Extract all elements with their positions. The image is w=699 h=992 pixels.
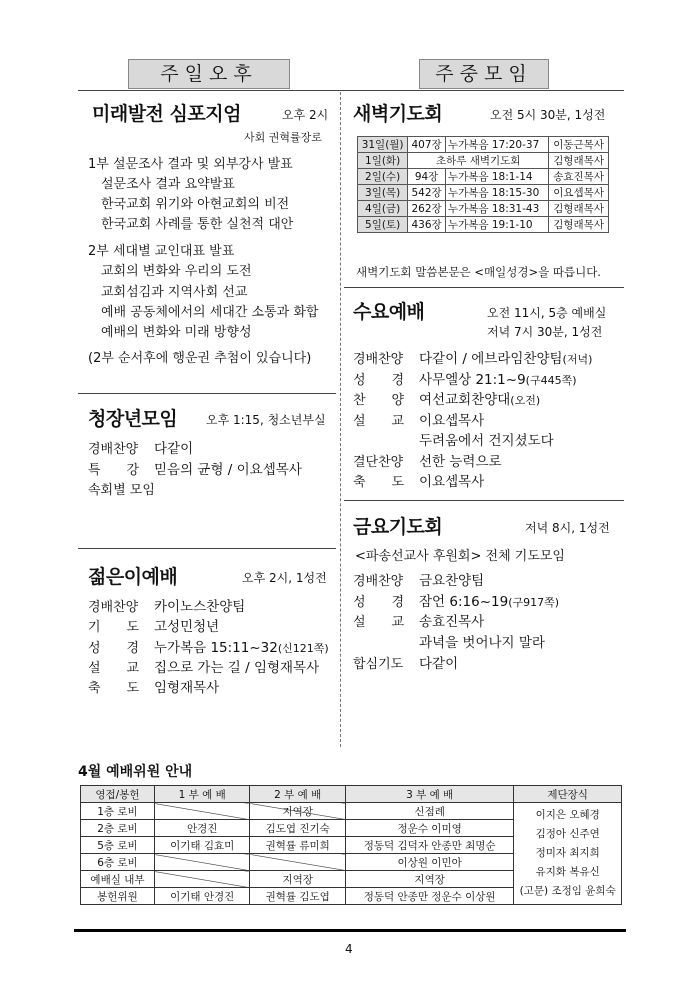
- service-third: 정동덕 안종만 정운수 이상원: [345, 888, 513, 905]
- dawn-day: 31일(월): [358, 137, 408, 153]
- young-row: [88, 615, 219, 635]
- wed-row-note: (구445쪽): [525, 374, 577, 387]
- fri-subtitle: <파송선교사 후원회> 전체 기도모임: [355, 549, 565, 564]
- dawn-row: [358, 217, 609, 233]
- wed-row-label: 설 교: [353, 414, 405, 429]
- header-sunday-afternoon: 주일오후: [128, 59, 290, 89]
- dawn-row: [358, 185, 609, 201]
- page-number: 4: [345, 942, 353, 956]
- youth-title: 청장년모임: [88, 408, 178, 430]
- symposium-time: 오후 2시: [282, 108, 329, 122]
- fri-row: [353, 631, 545, 651]
- service-first: [154, 871, 250, 888]
- young-row: [88, 636, 329, 656]
- young-row-value: 집으로 가는 길 / 임형재목사: [154, 660, 320, 676]
- header-weekday-meetings: 주중모임: [419, 59, 549, 89]
- service-first: [154, 854, 250, 871]
- service-third: 신점례: [345, 803, 513, 820]
- fri-row-value: 금요찬양팀: [419, 573, 485, 589]
- young-title: 젊은이예배: [88, 566, 178, 588]
- dawn-day: 1일(화): [358, 153, 408, 169]
- altar-name: 정미자 최지희: [535, 847, 600, 859]
- fri-row-value: 송효진목사: [419, 614, 485, 630]
- wed-row: [353, 470, 484, 490]
- young-row-label: 성 경: [88, 641, 140, 656]
- service-second: 지역장: [250, 803, 346, 820]
- dawn-hymn: 94장: [408, 169, 446, 185]
- wed-row-value: 여선교회찬양대: [419, 392, 511, 408]
- symposium-line: 예배 공동체에서의 세대간 소통과 화합: [101, 305, 319, 320]
- youth-row-label: 특 강: [88, 463, 140, 478]
- rule-right-2: [344, 500, 624, 501]
- rule-left-2: [78, 548, 336, 549]
- wed-row: [353, 388, 540, 408]
- service-first: 이기태 김효미: [154, 837, 250, 854]
- service-committee-table: [80, 785, 622, 905]
- service-table-header: 영접/봉헌: [81, 786, 155, 803]
- dawn-day: 4일(금): [358, 201, 408, 217]
- dawn-text: 누가복음 18:1-14: [445, 169, 548, 185]
- wed-row-value: 이요셉목사: [419, 474, 485, 490]
- altar-name: 유지화 복유신: [535, 866, 600, 878]
- service-table-header: 3 부 예 배: [345, 786, 513, 803]
- wed-row-label: 결단찬양: [353, 455, 404, 470]
- dawn-text: 누가복음 19:1-10: [445, 217, 548, 233]
- wed-row-value: 선한 능력으로: [419, 454, 502, 470]
- service-place: 1층 로비: [81, 803, 155, 820]
- youth-row: [88, 479, 154, 498]
- altar-name: 김정아 신주연: [535, 828, 600, 840]
- wed-row-value: 이요셉목사: [419, 413, 485, 429]
- symposium-line: 2부 세대별 교인대표 발표: [88, 244, 235, 259]
- dawn-leader: 김형래목사: [549, 217, 609, 233]
- service-third: 정운수 이미영: [345, 820, 513, 837]
- service-place: 5층 로비: [81, 837, 155, 854]
- symposium-line: 한국교회 사례를 통한 실천적 대안: [101, 217, 294, 232]
- dawn-note: 새벽기도회 말씀본문은 <매일성경>을 따릅니다.: [356, 265, 601, 279]
- symposium-line: 설문조사 결과 요약발표: [101, 177, 235, 192]
- service-table-header: 1 부 예 배: [154, 786, 250, 803]
- service-second: 권혁률 김도엽: [250, 888, 346, 905]
- wed-row: [353, 450, 502, 470]
- dawn-text: 초하루 새벽기도회: [408, 153, 549, 169]
- youth-time: 오후 1:15, 청소년부실: [206, 413, 326, 427]
- fri-time: 저녁 8시, 1성전: [525, 521, 610, 535]
- young-row-value: 고성민청년: [154, 619, 220, 635]
- rule-left-1: [78, 393, 336, 394]
- symposium-line: 예배의 변화와 미래 방향성: [101, 325, 252, 340]
- dawn-text: 누가복음 17:20-37: [445, 137, 548, 153]
- service-second: 지역장: [250, 871, 346, 888]
- youth-row-value: 믿음의 균형 / 이요셉목사: [154, 462, 302, 478]
- wed-row-value: 다같이 / 에브라임찬양팀: [419, 351, 563, 367]
- dawn-hymn: 436장: [408, 217, 446, 233]
- service-table-header: 제단장식: [514, 786, 622, 803]
- fri-row-note: (구917쪽): [508, 596, 560, 609]
- wed-time-2: 저녁 7시 30분, 1성전: [487, 325, 603, 339]
- fri-row: [353, 569, 484, 589]
- fri-row: [353, 590, 559, 610]
- service-third: 정동덕 김덕자 안종만 최명순: [345, 837, 513, 854]
- wed-row-value: 사무엘상 21:1~9: [419, 372, 526, 388]
- service-second: 권혁률 류미희: [250, 837, 346, 854]
- fri-row-label: 성 경: [353, 595, 405, 610]
- symposium-title: 미래발전 심포지엄: [92, 103, 241, 125]
- dawn-leader: 김형래목사: [549, 201, 609, 217]
- young-row-label: 설 교: [88, 661, 140, 676]
- fri-row-label: 경배찬양: [353, 574, 404, 589]
- young-row-value: 임형재목사: [154, 680, 220, 696]
- young-row-label: 기 도: [88, 620, 140, 635]
- service-first: 안경진: [154, 820, 250, 837]
- symposium-line: 교회섬김과 지역사회 선교: [101, 285, 248, 300]
- dawn-row: [358, 201, 609, 217]
- symposium-line: (2부 순서후에 행운권 추첨이 있습니다): [88, 351, 312, 366]
- young-row-value: 누가복음 15:11~32: [154, 640, 278, 656]
- young-time: 오후 2시, 1성전: [242, 571, 327, 585]
- youth-row: [88, 458, 302, 478]
- fri-title: 금요기도회: [353, 516, 443, 538]
- dawn-hymn: 542장: [408, 185, 446, 201]
- dawn-leader: 이요셉목사: [549, 185, 609, 201]
- young-row-label: 경배찬양: [88, 600, 139, 615]
- service-place: 예배실 내부: [81, 871, 155, 888]
- fri-row-value: 잠언 6:16~19: [419, 594, 509, 610]
- dawn-text: 누가복음 18:31-43: [445, 201, 548, 217]
- service-first: [154, 803, 250, 820]
- service-third: 지역장: [345, 871, 513, 888]
- wed-row-label: 경배찬양: [353, 352, 404, 367]
- young-row-value: 카이노스찬양팀: [154, 599, 246, 615]
- footer-rule: [74, 929, 626, 932]
- fri-row-label: 합심기도: [353, 657, 404, 672]
- wed-row: [353, 368, 577, 388]
- young-row: [88, 656, 319, 676]
- dawn-hymn: 262장: [408, 201, 446, 217]
- service-table-title: 4월 예배위원 안내: [78, 764, 193, 780]
- youth-row-label: 속회별 모임: [88, 483, 155, 498]
- column-divider: [340, 92, 341, 747]
- youth-row: [88, 437, 193, 457]
- dawn-day: 2일(수): [358, 169, 408, 185]
- dawn-row: [358, 153, 609, 169]
- dawn-row: [358, 137, 609, 153]
- altar-name: (고문) 조정임 윤희숙: [519, 885, 616, 897]
- top-rule: [78, 90, 624, 91]
- dawn-leader: 이동근목사: [549, 137, 609, 153]
- fri-row: [353, 610, 484, 630]
- fri-row-value: 다같이: [419, 656, 459, 672]
- dawn-text: 누가복음 18:15-30: [445, 185, 548, 201]
- wed-row-label: 찬 양: [353, 393, 405, 408]
- rule-right-1: [344, 287, 624, 288]
- service-place: 봉헌위원: [81, 888, 155, 905]
- altar-decoration-cell: [514, 803, 622, 905]
- dawn-leader: 김형래목사: [549, 153, 609, 169]
- wed-row-note: (오전): [510, 394, 541, 407]
- fri-row-value: 과녁을 벗어나지 말라: [419, 635, 545, 651]
- symposium-line: 한국교회 위기와 아현교회의 비전: [101, 197, 290, 212]
- wed-row-label: 성 경: [353, 373, 405, 388]
- dawn-row: [358, 169, 609, 185]
- service-first: 이기태 안경진: [154, 888, 250, 905]
- youth-row-value: 다같이: [154, 441, 194, 457]
- service-second: 김도엽 진기숙: [250, 820, 346, 837]
- youth-row-label: 경배찬양: [88, 442, 139, 457]
- fri-row-label: 설 교: [353, 615, 405, 630]
- table-row: [81, 803, 622, 820]
- young-row-label: 축 도: [88, 681, 140, 696]
- wed-row: [353, 409, 484, 429]
- wed-time-1: 오전 11시, 5층 예배실: [487, 306, 607, 320]
- fri-row: [353, 652, 458, 672]
- young-row: [88, 595, 245, 615]
- service-third: 이상원 이민아: [345, 854, 513, 871]
- dawn-day: 3일(목): [358, 185, 408, 201]
- wed-row: [353, 429, 554, 449]
- dawn-title: 새벽기도회: [353, 103, 443, 125]
- service-place: 6층 로비: [81, 854, 155, 871]
- dawn-hymn: 407장: [408, 137, 446, 153]
- symposium-host: 사회 권혁률장로: [244, 131, 322, 144]
- altar-name: 이지은 오혜경: [535, 809, 600, 821]
- wed-row: [353, 347, 592, 367]
- service-second: [250, 854, 346, 871]
- service-place: 2층 로비: [81, 820, 155, 837]
- wed-row-label: 축 도: [353, 475, 405, 490]
- wed-row-value: 두려움에서 건지셨도다: [419, 433, 554, 449]
- symposium-line: 1부 설문조사 결과 및 외부강사 발표: [88, 157, 293, 172]
- dawn-day: 5일(토): [358, 217, 408, 233]
- service-table-header: 2 부 예 배: [250, 786, 346, 803]
- dawn-time: 오전 5시 30분, 1성전: [490, 108, 606, 122]
- wed-row-note: (저녁): [562, 353, 593, 366]
- wed-title: 수요예배: [353, 301, 425, 323]
- young-row-note: (신121쪽): [277, 642, 329, 655]
- symposium-line: 교회의 변화와 우리의 도전: [101, 264, 252, 279]
- dawn-schedule-table: [357, 136, 609, 233]
- dawn-leader: 송효진목사: [549, 169, 609, 185]
- young-row: [88, 676, 219, 696]
